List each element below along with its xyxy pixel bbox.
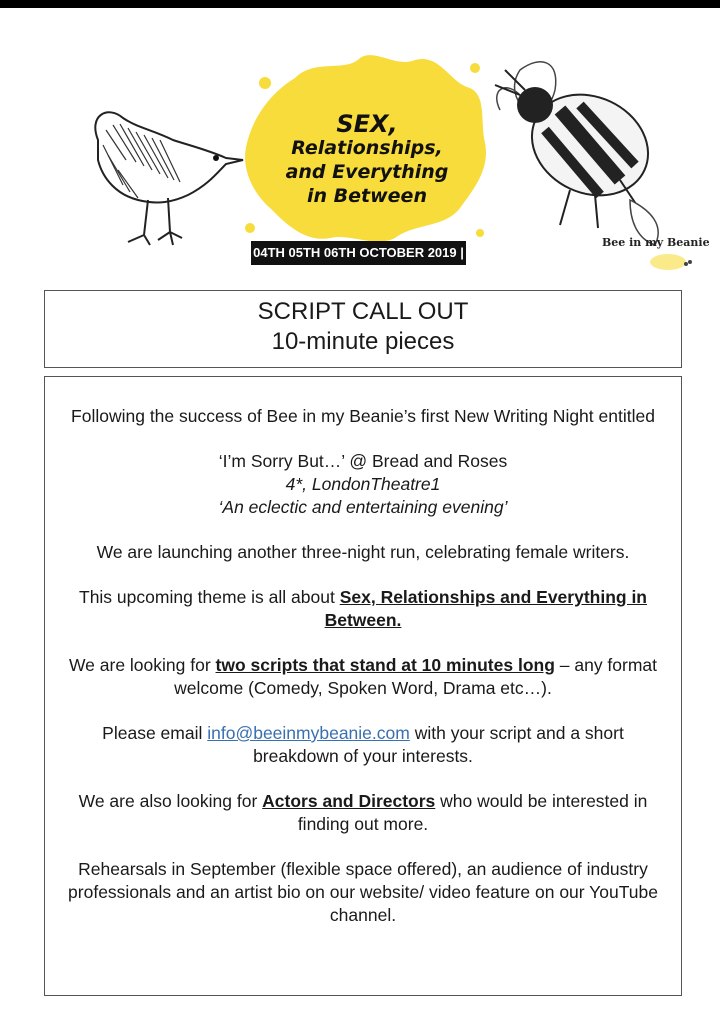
theme-name: Sex, Relationships and Everything in Between. — [324, 587, 647, 630]
logo-decoration — [648, 250, 698, 274]
event-date-bar: 04TH 05TH 06TH OCTOBER 2019 | 7:30PM — [251, 241, 466, 265]
scripts-text-pre: We are looking for — [68, 655, 216, 675]
review-quote: ‘An eclectic and entertaining evening’ — [218, 497, 508, 517]
top-border — [0, 0, 720, 8]
bumblebee-illustration — [480, 50, 680, 250]
bee-in-my-beanie-logo: Bee in my Beanie — [602, 236, 710, 249]
callout-subheading: 10-minute pieces — [271, 328, 455, 355]
scripts-requirement: two scripts that stand at 10 minutes long — [215, 655, 555, 675]
event-title — [262, 112, 472, 208]
actors-paragraph — [59, 790, 667, 836]
email-text-pre: Please email — [102, 723, 208, 743]
email-paragraph — [59, 722, 667, 768]
title-line-1: SEX, — [336, 110, 398, 138]
title-line-3: and Everything — [285, 161, 449, 183]
review-rating: 4*, LondonTheatre1 — [285, 474, 441, 494]
scripts-paragraph — [59, 654, 667, 700]
details-box — [44, 376, 682, 996]
actors-text-post: who would be interested in finding out more. — [297, 791, 648, 834]
theme-paragraph — [59, 586, 667, 632]
intro-paragraph: Following the success of Bee in my Beanie’s first New Writing Night entitled — [71, 406, 655, 426]
title-line-4: in Between — [307, 185, 427, 207]
actors-text-pre: We are also looking for — [78, 791, 263, 811]
launch-paragraph: We are launching another three-night run, celebrating female writers. — [96, 542, 630, 562]
theme-text: This upcoming theme is all about — [79, 587, 340, 607]
previous-show-title: ‘I’m Sorry But…’ @ Bread and Roses — [218, 451, 508, 471]
title-line-2: Relationships, — [291, 137, 443, 159]
rehearsals-paragraph: Rehearsals in September (flexible space offered), an audience of industry professionals and an artist bio on our website/ video feature on our YouTube channel. — [68, 859, 658, 925]
previous-show — [59, 450, 667, 519]
email-text-post: with your script and a short breakdown of your interests. — [253, 723, 624, 766]
email-link[interactable]: info@beeinmybeanie.com — [207, 723, 410, 743]
scripts-text-post: – any format welcome (Comedy, Spoken Word, Drama etc…). — [174, 655, 658, 698]
wren-bird-illustration — [78, 100, 248, 260]
actors-directors: Actors and Directors — [262, 791, 436, 811]
callout-heading: SCRIPT CALL OUT — [257, 298, 469, 325]
script-call-out-box — [44, 290, 682, 368]
